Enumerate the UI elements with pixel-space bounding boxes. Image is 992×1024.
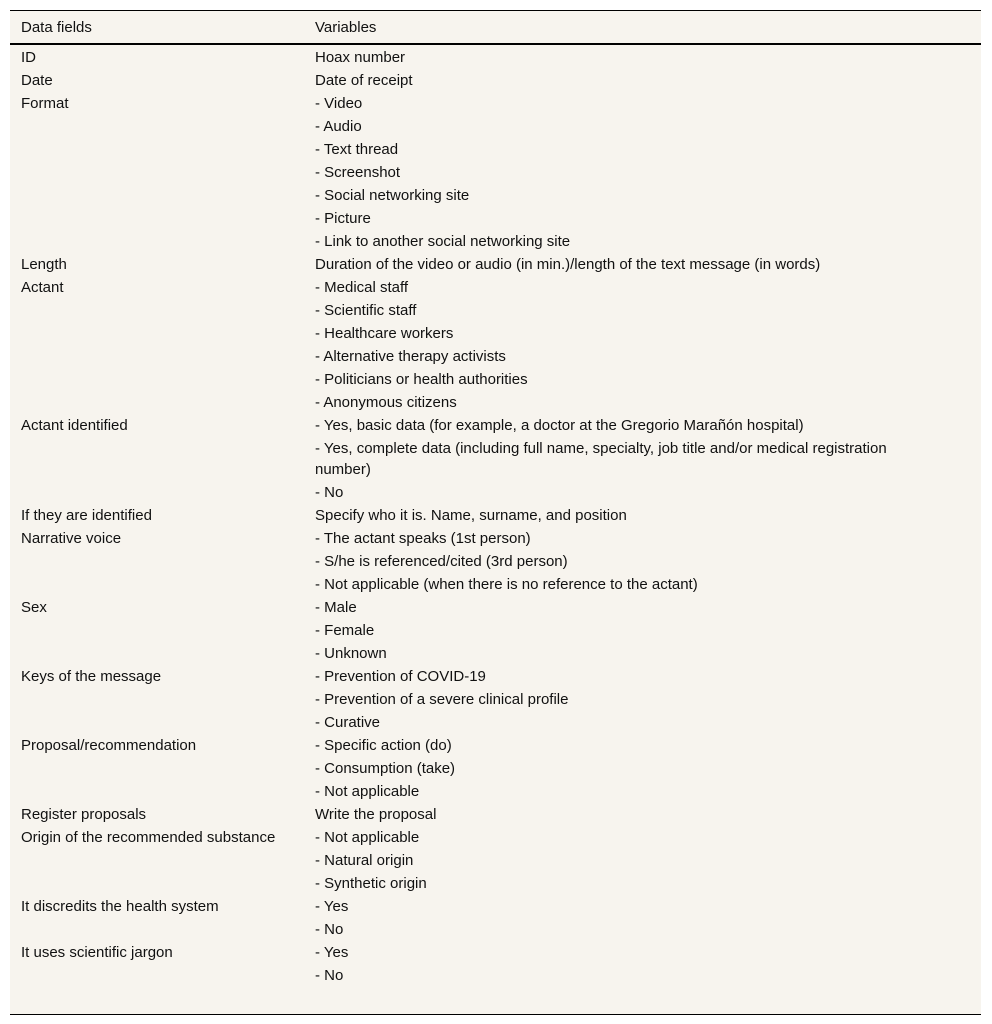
- data-field-cell: [10, 346, 315, 369]
- variable-cell: - Not applicable: [315, 829, 420, 846]
- data-field-cell: Date: [21, 72, 53, 89]
- variable-cell: - Not applicable (when there is no reference to the actant): [315, 576, 698, 593]
- variable-cell: - Screenshot: [315, 164, 401, 181]
- table-row: [10, 896, 981, 919]
- data-field-cell: Actant identified: [21, 417, 128, 434]
- table-row: [10, 277, 981, 300]
- table-row: [10, 392, 981, 415]
- data-field-cell: [10, 965, 315, 988]
- variable-cell: - Link to another social networking site: [315, 233, 571, 250]
- table-row: [10, 689, 981, 712]
- variable-cell: - Specific action (do): [315, 737, 452, 754]
- variable-cell: - Picture: [315, 210, 371, 227]
- variable-cell: Specify who it is. Name, surname, and position: [315, 507, 627, 524]
- table-row: [10, 369, 981, 392]
- table-row: [10, 597, 981, 620]
- data-field-cell: Narrative voice: [21, 530, 122, 547]
- variable-cell: Hoax number: [315, 49, 406, 66]
- data-field-cell: It discredits the health system: [21, 898, 219, 915]
- table-row: [10, 873, 981, 896]
- variable-cell: - Not applicable: [315, 783, 420, 800]
- variable-cell: - Video: [315, 95, 363, 112]
- table-row: [10, 254, 981, 277]
- table-row: [10, 300, 981, 323]
- table-row: [10, 415, 981, 438]
- column-header-data-fields: Data fields: [10, 11, 315, 44]
- table-row: [10, 919, 981, 942]
- variable-cell: - Prevention of COVID-19: [315, 668, 486, 685]
- data-field-cell: [10, 781, 315, 804]
- variable-cell: - Natural origin: [315, 852, 414, 869]
- table-row: [10, 116, 981, 139]
- variable-cell: - Audio: [315, 118, 362, 135]
- variable-cell: - Text thread: [315, 141, 399, 158]
- variable-cell: - Alternative therapy activists: [315, 348, 506, 365]
- variable-cell: - Anonymous citizens: [315, 394, 457, 411]
- data-field-cell: [10, 712, 315, 735]
- data-fields-table-container: [10, 10, 981, 1015]
- data-field-cell: [10, 438, 315, 482]
- table-row: [10, 965, 981, 988]
- variable-cell: - S/he is referenced/cited (3rd person): [315, 553, 568, 570]
- data-field-cell: [10, 208, 315, 231]
- table-row: [10, 827, 981, 850]
- data-field-cell: Length: [21, 256, 67, 273]
- variable-cell: - No: [315, 967, 344, 984]
- variable-cell: - Synthetic origin: [315, 875, 427, 892]
- data-field-cell: It uses scientific jargon: [21, 944, 173, 961]
- table-row: [10, 758, 981, 781]
- table-row: [10, 620, 981, 643]
- table-row: [10, 850, 981, 873]
- data-field-cell: [10, 643, 315, 666]
- data-field-cell: Actant: [21, 279, 64, 296]
- data-field-cell: Register proposals: [21, 806, 147, 823]
- variable-cell: - Politicians or health authorities: [315, 371, 528, 388]
- table-row: [10, 942, 981, 965]
- variable-cell: - Yes: [315, 898, 349, 915]
- data-field-cell: [10, 116, 315, 139]
- variable-cell: - Female: [315, 622, 375, 639]
- data-field-cell: Origin of the recommended substance: [21, 829, 276, 846]
- data-field-cell: [10, 231, 315, 254]
- table-row: [10, 735, 981, 758]
- table-row: [10, 162, 981, 185]
- variable-cell: - No: [315, 484, 344, 501]
- data-field-cell: Keys of the message: [21, 668, 162, 685]
- table-row: [10, 44, 981, 70]
- table-row: [10, 323, 981, 346]
- data-field-cell: Proposal/recommendation: [21, 737, 197, 754]
- table-row: [10, 666, 981, 689]
- table-row: [10, 438, 981, 482]
- data-field-cell: [10, 185, 315, 208]
- column-header-variables: Variables: [315, 11, 981, 44]
- data-field-cell: [10, 139, 315, 162]
- data-field-cell: [10, 162, 315, 185]
- table-header-row: [10, 11, 981, 44]
- variable-cell: Duration of the video or audio (in min.)/length of the text message (in words): [315, 256, 821, 273]
- table-row: [10, 139, 981, 162]
- table-row: [10, 505, 981, 528]
- variable-cell: - No: [315, 921, 344, 938]
- variable-cell: - Medical staff: [315, 279, 409, 296]
- table-row: [10, 346, 981, 369]
- data-field-cell: [10, 850, 315, 873]
- data-field-cell: [10, 574, 315, 597]
- data-field-cell: [10, 323, 315, 346]
- data-field-cell: [10, 369, 315, 392]
- data-field-cell: [10, 919, 315, 942]
- variable-cell: - Consumption (take): [315, 760, 456, 777]
- data-field-cell: [10, 620, 315, 643]
- table-row: [10, 712, 981, 735]
- table-row: [10, 185, 981, 208]
- data-field-cell: [10, 758, 315, 781]
- data-field-cell: [10, 392, 315, 415]
- table-row: [10, 231, 981, 254]
- data-field-cell: [10, 300, 315, 323]
- data-field-cell: [10, 551, 315, 574]
- data-field-cell: [10, 482, 315, 505]
- variable-cell: - Unknown: [315, 645, 387, 662]
- variable-cell: - Healthcare workers: [315, 325, 454, 342]
- variable-cell: Date of receipt: [315, 72, 413, 89]
- table-row: [10, 70, 981, 93]
- table-row: [10, 804, 981, 827]
- table-row: [10, 482, 981, 505]
- data-field-cell: ID: [21, 49, 36, 66]
- table-row: [10, 528, 981, 551]
- variable-cell: - Scientific staff: [315, 302, 417, 319]
- data-field-cell: Format: [21, 95, 69, 112]
- data-field-cell: [10, 689, 315, 712]
- table-row: [10, 643, 981, 666]
- variable-cell: - Curative: [315, 714, 381, 731]
- data-field-cell: Sex: [21, 599, 47, 616]
- variable-cell: - Yes, basic data (for example, a doctor at the Gregorio Marañón hospital): [315, 417, 804, 434]
- data-fields-table: [10, 11, 981, 988]
- data-field-cell: [10, 873, 315, 896]
- variable-cell: - Yes, complete data (including full name, specialty, job title and/or medical registration number): [315, 440, 887, 478]
- variable-cell: - The actant speaks (1st person): [315, 530, 531, 547]
- variable-cell: Write the proposal: [315, 806, 437, 823]
- variable-cell: - Yes: [315, 944, 349, 961]
- variable-cell: - Male: [315, 599, 357, 616]
- table-row: [10, 93, 981, 116]
- table-row: [10, 574, 981, 597]
- table-row: [10, 551, 981, 574]
- data-field-cell: If they are identified: [21, 507, 152, 524]
- variable-cell: - Prevention of a severe clinical profile: [315, 691, 569, 708]
- table-row: [10, 781, 981, 804]
- table-row: [10, 208, 981, 231]
- variable-cell: - Social networking site: [315, 187, 470, 204]
